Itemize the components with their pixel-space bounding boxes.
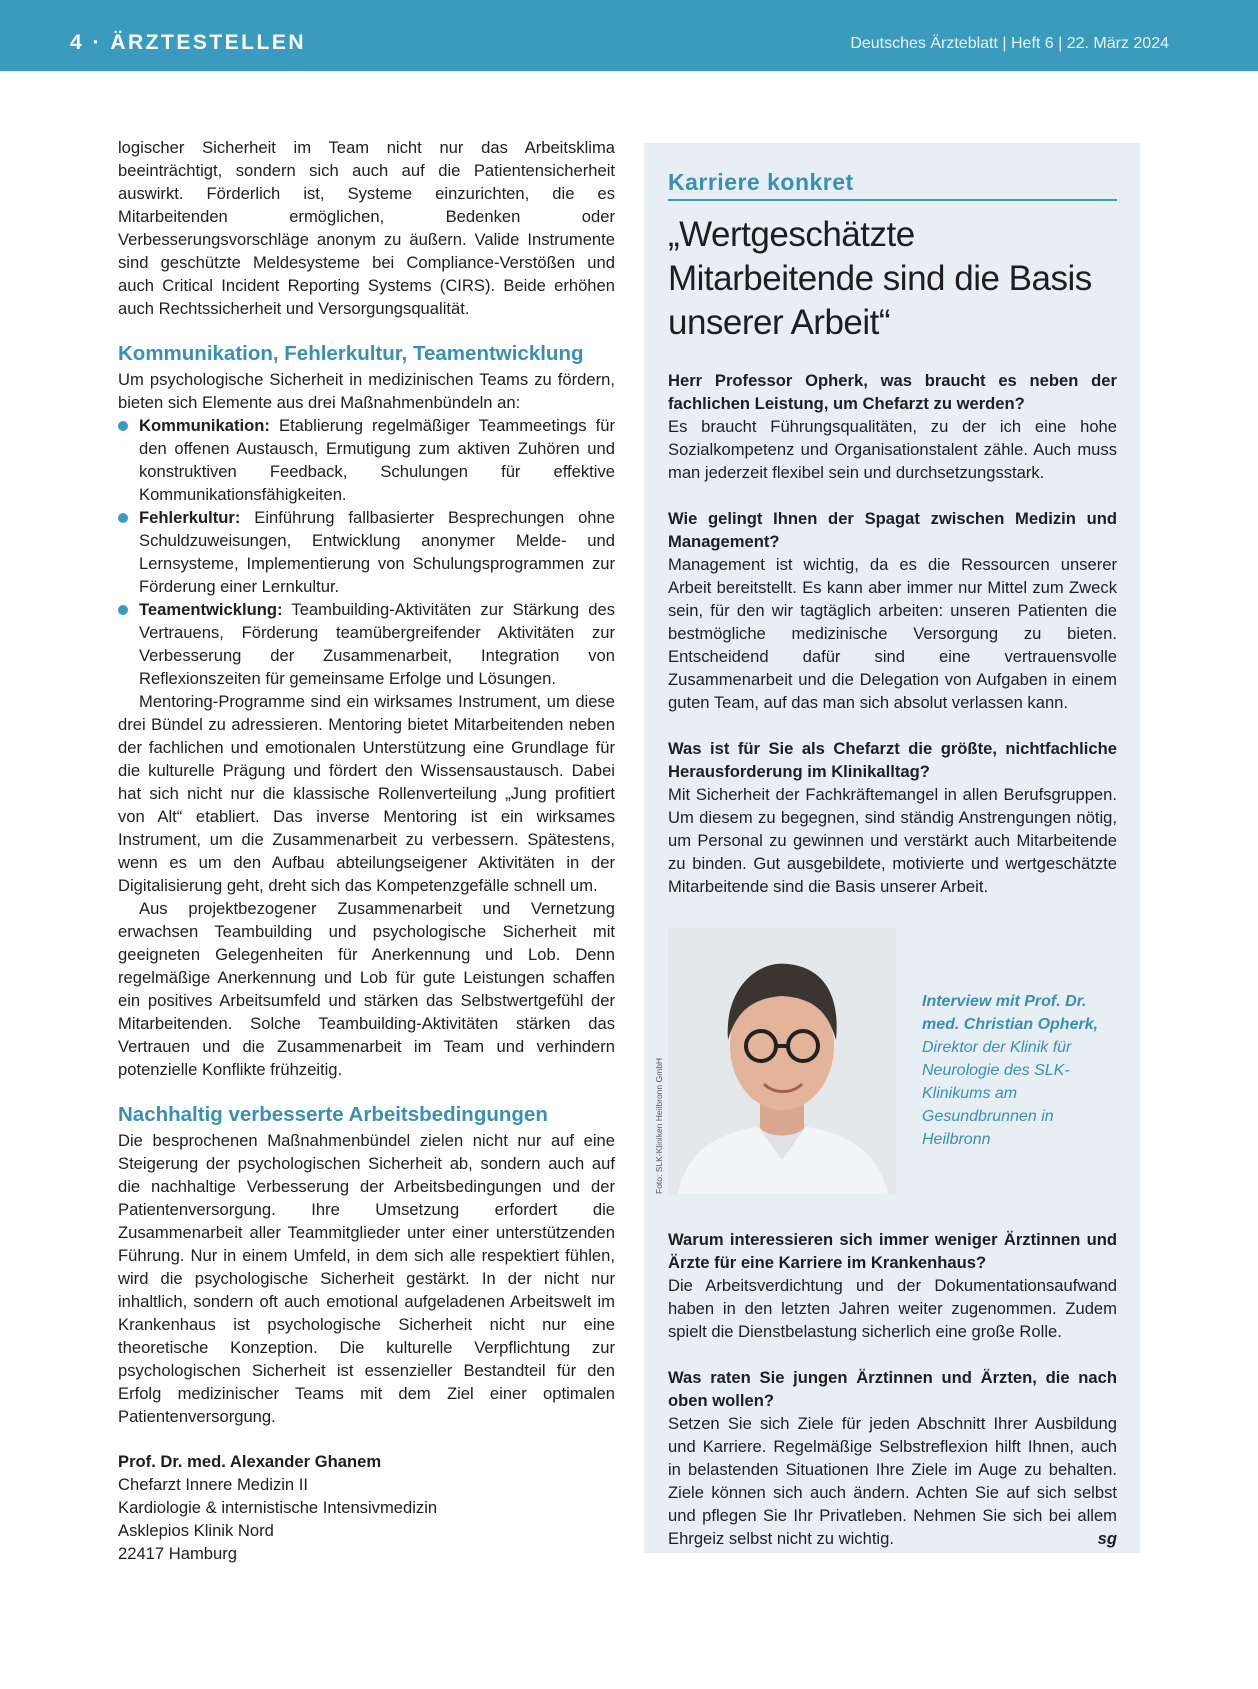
bullet-term: Kommunikation: xyxy=(139,416,270,435)
bullet-text: Teambuilding-Aktivitäten zur Stärkung des Vertrauens, Förderung teamübergreifender Aktivitäten zur Verbesserung der Zusammenarbeit, Integration von Reflexionszeiten für gemeinsame Erfolge und Lösungen. xyxy=(139,600,615,688)
bullet-term: Fehlerkultur: xyxy=(139,508,241,527)
heading-working-conditions: Nachhaltig verbesserte Arbeitsbedingungen xyxy=(118,1103,548,1126)
section-title: 4 · ÄRZTESTELLEN xyxy=(70,31,307,54)
question: Was ist für Sie als Chefarzt die größte, nichtfachliche Herausforderung im Klinikalltag? xyxy=(668,739,1117,781)
question: Herr Professor Opherk, was braucht es neben der fachlichen Leistung, um Chefarzt zu werden? xyxy=(668,371,1117,413)
answer: Es braucht Führungsqualitäten, zu der ich eine hohe Sozialkompetenz und Organisationstalent zähle. Auch muss man jederzeit flexibel sein und durchsetzungsstark. xyxy=(668,417,1117,482)
bullet-term: Teamentwicklung: xyxy=(139,600,283,619)
author-initials: sg xyxy=(1097,1529,1117,1548)
bullet-text: Einführung fallbasierter Besprechungen ohne Schuldzuweisungen, Entwicklung anonymer Melde- und Lernsysteme, Implementierung von Schulungsprogrammen zur Förderung einer Lernkultur. xyxy=(139,508,615,596)
question: Was raten Sie jungen Ärztinnen und Ärzten, die nach oben wollen? xyxy=(668,1368,1117,1410)
question: Warum interessieren sich immer weniger Ärztinnen und Ärzte für eine Karriere im Krankenhaus? xyxy=(668,1230,1117,1272)
answer: Setzen Sie sich Ziele für jeden Abschnitt Ihrer Ausbildung und Karriere. Regelmäßige Selbstreflexion hilft Ihnen, auch in belastenden Situationen Ihre Ziele im Auge zu behalten. Ziele können sich auch ändern. Achten Sie auf sich selbst und pflegen Sie Ihr Privatleben. Nehmen Sie sich bei allem Ehrgeiz selbst nicht zu wichtig. xyxy=(668,1414,1117,1548)
author-block xyxy=(118,1450,615,1565)
caption-role: Direktor der Klinik für Neurologie des SLK-Klinikums am Gesundbrunnen in Heilbronn xyxy=(922,1039,1072,1148)
intro-paragraph: logischer Sicherheit im Team nicht nur das Arbeitsklima beeinträchtigt, sondern sich auch auf die Patientensicherheit auswirkt. Förderlich ist, Systeme einzurichten, die es Mitarbeitenden ermöglichen, Bedenken oder Verbesserungsvorschläge anonym zu äußern. Valide Instrumente sind geschützte Meldesysteme bei Compliance-Verstößen und auch Critical Incident Reporting Systems (CIRS). Beide erhöhen auch Rechtssicherheit und Versorgungsqualität. xyxy=(118,138,615,318)
bullet-dot-icon xyxy=(118,513,128,523)
portrait-illustration xyxy=(668,928,896,1194)
paragraph-4: Die besprochenen Maßnahmenbündel zielen nicht nur auf eine Steigerung der psychologischen Sicherheit ab, sondern auch auf die nachhaltige Verbesserung der Arbeitsbedingungen und der Patientenversorgung. Ihre Umsetzung erfordert die Zusammenarbeit aller Teammitglieder unter einer unterstützenden Führung. Nur in einem Umfeld, in dem sich alle respektiert fühlen, wird die psychologische Sicherheit gestärkt. In der nicht nur inhaltlich, sondern oft auch emotional aufgeladenen Arbeitswelt im Krankenhaus ist psychologische Sicherheit nicht nur eine theoretische Konzeption. Die kulturelle Verpflichtung zur psychologischen Sicherheit ist essenzieller Bestandteil für den Erfolg medizinischer Teams mit dem Ziel einer optimalen Patientenversorgung. xyxy=(118,1131,615,1426)
journal-info: Deutsches Ärzteblatt | Heft 6 | 22. März 2024 xyxy=(850,35,1169,52)
photo-caption xyxy=(922,990,1122,1151)
list-item xyxy=(118,506,615,598)
portrait-photo xyxy=(668,928,896,1194)
photo-credit: Foto: SLK-Kliniken Heilbronn GmbH xyxy=(654,1057,664,1194)
list-item xyxy=(118,598,615,690)
list-item xyxy=(118,414,615,506)
author-line: Kardiologie & internistische Intensivmedizin xyxy=(118,1498,438,1517)
page-header xyxy=(0,0,1258,71)
bullet-dot-icon xyxy=(118,421,128,431)
author-line: Chefarzt Innere Medizin II xyxy=(118,1475,308,1494)
interview-box xyxy=(644,143,1140,1553)
bullet-text: Etablierung regelmäßiger Teammeetings für den offenen Austausch, Ermutigung zum aktiven Zuhören und konstruktiven Feedback, Schulungen für effektive Kommunikationsfähigkeiten. xyxy=(139,416,615,504)
author-line: Asklepios Klinik Nord xyxy=(118,1521,274,1540)
portrait-row xyxy=(654,928,1117,1194)
article-column xyxy=(118,136,615,1565)
paragraph-2: Mentoring-Programme sind ein wirksames Instrument, um diese drei Bündel zu adressieren. Mentoring bietet Mitarbeitenden neben der fachlichen und emotionalen Unterstützung eine Grundlage für die kulturelle Prägung und fördert den Wissensaustausch. Dabei hat sich nicht nur die klassische Rollenverteilung „Jung profitiert von Alt“ etabliert. Das inverse Mentoring ist ein wirksames Instrument, um die Zusammenarbeit zu verbessern. Spätestens, wenn es um den Aufbau abteilungseigener Aktivitäten in der Digitalisierung geht, dreht sich das Kompetenzgefälle schnell um. xyxy=(118,692,615,895)
caption-name: Interview mit Prof. Dr. med. Christian Opherk, xyxy=(922,993,1099,1033)
author-name: Prof. Dr. med. Alexander Ghanem xyxy=(118,1452,382,1471)
bullet-dot-icon xyxy=(118,605,128,615)
heading-communication: Kommunikation, Fehlerkultur, Teamentwicklung xyxy=(118,342,584,365)
measures-list xyxy=(118,414,615,690)
answer: Management ist wichtig, da es die Ressourcen unserer Arbeit bereitstellt. Es kann aber immer nur Mittel zum Zweck sein, für den wir tagtäglich arbeiten: unseren Patienten die bestmögliche medizinische Versorgung zu bieten. Entscheidend dafür sind eine vertrauensvolle Zusammenarbeit und die Delegation von Aufgaben in einem guten Team, auf das man sich absolut verlassen kann. xyxy=(668,555,1117,712)
paragraph-3: Aus projektbezogener Zusammenarbeit und Vernetzung erwachsen Teambuilding und psychologische Sicherheit mit geeigneten Gelegenheiten für Anerkennung und Lob. Denn regelmäßige Anerkennung und Lob für gute Leistungen schaffen ein positives Arbeitsumfeld und stärken das Selbstwertgefühl der Mitarbeitenden. Solche Teambuilding-Aktivitäten stärken das Vertrauen und die Zusammenarbeit im Team und verhindern potenzielle Konflikte frühzeitig. xyxy=(118,899,615,1079)
answer: Die Arbeitsverdichtung und der Dokumentationsaufwand haben in den letzten Jahren weiter zugenommen. Zudem spielt die Dienstbelastung sicherlich eine große Rolle. xyxy=(668,1276,1117,1341)
interview-headline: „Wertgeschätzte Mitarbeitende sind die Basis unserer Arbeit“ xyxy=(668,215,1092,342)
author-line: 22417 Hamburg xyxy=(118,1544,238,1563)
answer: Mit Sicherheit der Fachkräftemangel in allen Berufsgruppen. Um diesem zu begegnen, sind ständig Anstrengungen nötig, um Personal zu gewinnen und verstärkt auch Mitarbeitende zu binden. Gut ausgebildete, motivierte und wertgeschätzte Mitarbeitende sind die Basis unserer Arbeit. xyxy=(668,785,1117,896)
box-kicker: Karriere konkret xyxy=(668,167,1117,201)
paragraph-1: Um psychologische Sicherheit in medizinischen Teams zu fördern, bieten sich Elemente aus drei Maßnahmenbündeln an: xyxy=(118,370,615,412)
question: Wie gelingt Ihnen der Spagat zwischen Medizin und Management? xyxy=(668,509,1117,551)
